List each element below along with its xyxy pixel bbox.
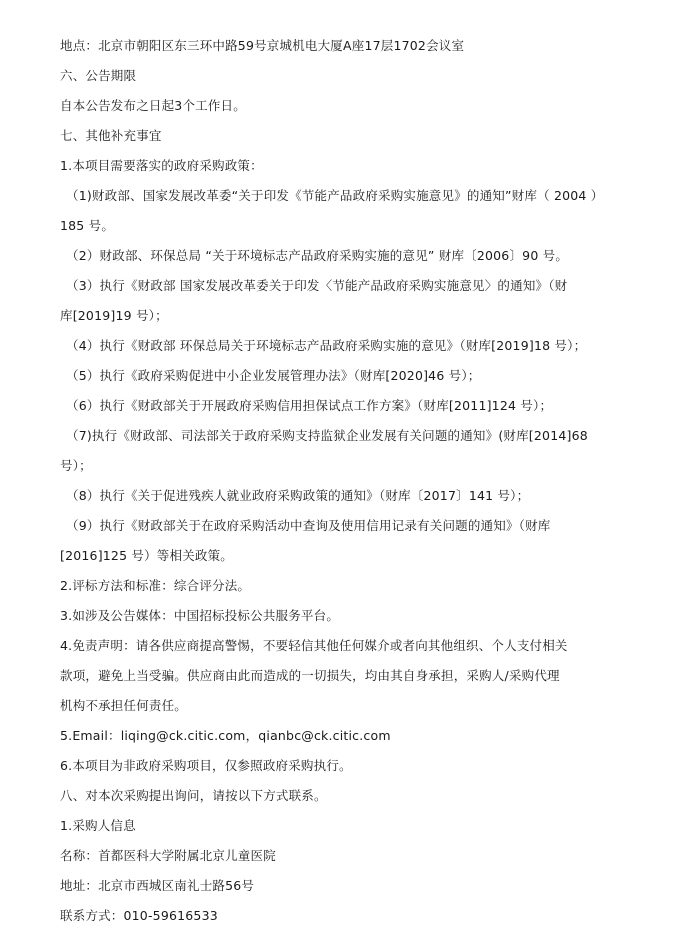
email-line: 5.Email：liqing@ck.citic.com，qianbc@ck.citic.com [60,728,391,743]
purchaser-name: 名称：首都医科大学附属北京儿童医院 [60,848,276,863]
policy-item-4: （4）执行《财政部 环保总局关于环境标志产品政府采购实施的意见》（财库[2019]18 号）； [66,338,587,353]
section-heading-inquiry: 八、对本次采购提出询问，请按以下方式联系。 [60,788,327,803]
purchaser-info-heading: 1.采购人信息 [60,818,136,833]
non-government-note: 6.本项目为非政府采购项目，仅参照政府采购执行。 [60,758,352,773]
meeting-location: 地点：北京市朝阳区东三环中路59号京城机电大厦A座17层1702会议室 [60,38,465,53]
purchaser-contact: 联系方式：010-59616533 [60,908,218,923]
policy-item-3-cont: 库[2019]19 号）； [60,308,168,323]
policy-item-1: （1)财政部、国家发展改革委“关于印发《节能产品政府采购实施意见》的通知”财库（ 2004 ） [66,188,604,203]
disclaimer-cont-2: 机构不承担任何责任。 [60,698,188,713]
policy-item-9: （9）执行《财政部关于在政府采购活动中查询及使用信用记录有关问题的通知》（财库 [66,518,551,533]
policy-item-7-cont: 号）； [60,458,92,473]
evaluation-method: 2.评标方法和标准：综合评分法。 [60,578,251,593]
disclaimer-cont-1: 款项，避免上当受骗。供应商由此而造成的一切损失，均由其自身承担，采购人/采购代理 [60,668,560,683]
policy-item-9-cont: [2016]125 号）等相关政策。 [60,548,233,563]
policy-item-7: （7)执行《财政部、司法部关于政府采购支持监狱企业发展有关问题的通知》(财库[2014]68 [66,428,588,443]
section-heading-other-matters: 七、其他补充事宜 [60,128,162,143]
policy-item-5: （5）执行《政府采购促进中小企业发展管理办法》（财库[2020]46 号）； [66,368,481,383]
policy-item-1-cont: 185 号。 [60,218,115,233]
policy-intro: 1.本项目需要落实的政府采购政策： [60,158,263,173]
section-heading-announcement-period: 六、公告期限 [60,68,137,83]
purchaser-address: 地址：北京市西城区南礼士路56号 [60,878,255,893]
disclaimer: 4.免责声明：请各供应商提高警惕，不要轻信其他任何媒介或者向其他组织、个人支付相关 [60,638,568,653]
policy-item-3: （3）执行《财政部 国家发展改革委关于印发〈节能产品政府采购实施意见〉的通知》（财 [66,278,568,293]
announcement-period-text: 自本公告发布之日起3个工作日。 [60,98,246,113]
policy-item-2: （2）财政部、环保总局 “关于环境标志产品政府采购实施的意见” 财库〔2006〕90 号。 [66,248,569,263]
policy-item-6: （6）执行《财政部关于开展政府采购信用担保试点工作方案》（财库[2011]124 号）； [66,398,553,413]
policy-item-8: （8）执行《关于促进残疾人就业政府采购政策的通知》（财库〔2017〕141 号）； [66,488,530,503]
announcement-media: 3.如涉及公告媒体：中国招标投标公共服务平台。 [60,608,340,623]
